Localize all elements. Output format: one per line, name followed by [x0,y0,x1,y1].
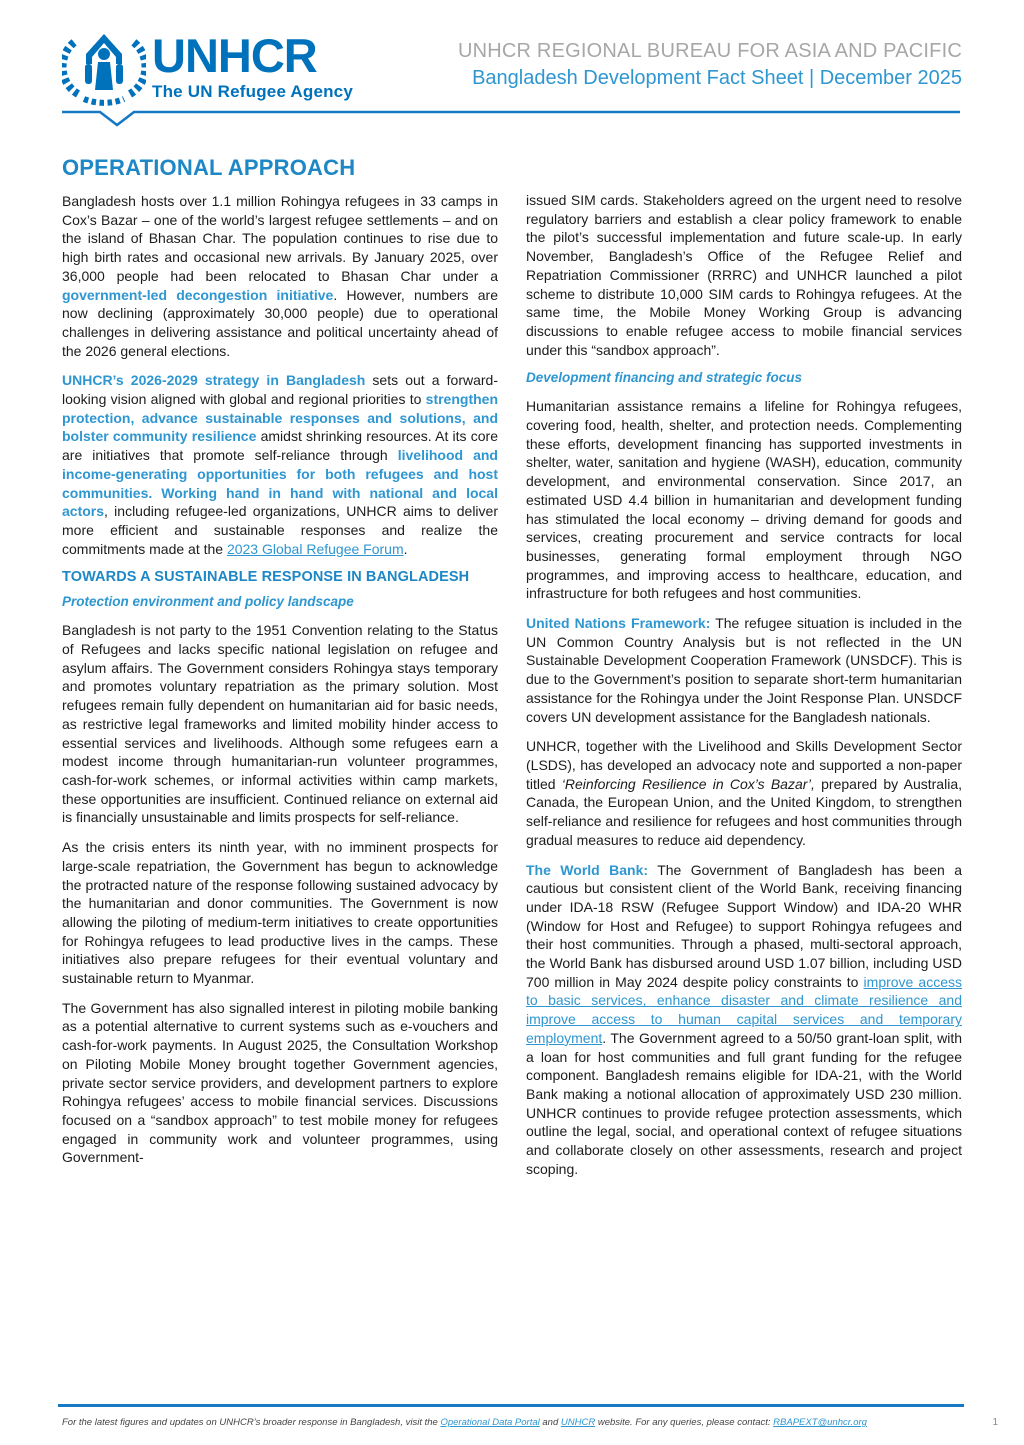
text-run: For the latest figures and updates on UNHCR’s broader response in Bangladesh, visit the [62,1417,441,1428]
section-heading-sustainable-response: TOWARDS A SUSTAINABLE RESPONSE IN BANGLADESH [62,569,470,586]
fact-sheet-title: Bangladesh Development Fact Sheet | December 2025 [472,67,962,89]
footer-note [62,1417,932,1428]
operational-data-portal-link[interactable]: Operational Data Portal [440,1417,540,1428]
contact-email-link[interactable]: RBAPEXT@unhcr.org [773,1417,867,1428]
header-titles [458,28,962,92]
unhcr-website-link[interactable]: UNHCR [560,1417,596,1428]
text-run: website. For any queries, please contact: [595,1417,774,1428]
right-column [526,155,962,1189]
paragraph-lsds [526,737,962,849]
paragraph-protection: Bangladesh is not party to the 1951 Convention relating to the Status of Refugees and lacks specific national legislation on refugee and asylum affairs. The Government considers Rohingya stays temporary and promotes voluntary repatriation as the primary solution. Most refugees remain fully dependent on humanitarian aid for basic needs, as restrictive legal frameworks and limited mobility hinder access to essential services and livelihoods. Although some refugees earn a modest income through humanitarian-run volunteer programmes, cash-for-work schemes, or informal activities within camp markets, these opportunities are insufficient. Continued reliance on external aid is financially unsustainable and limits prospects for self-reliance. [62,622,498,826]
text-run: , including refugee-led organizations, UNHCR aims to deliver more efficient and sustainable responses and realize the commitments made at the [62,503,498,557]
text-run: The refugee situation is included in the UN Common Country Analysis but is not reflected in the UN Sustainable Development Cooperation Framework (UNSDCF). This is due to the Government’s position to separate short-term humanitarian assistance for the Rohingya under the Joint Response Plan. UNSDCF covers UN development assistance for the Bangladesh nationals. [526,615,962,725]
world-bank-services-link[interactable]: improve access to basic services, enhance disaster and climate resilience and improve access to human capital services and temporary employment [526,973,962,1046]
paragraph-sim-cards: issued SIM cards. Stakeholders agreed on the urgent need to resolve regulatory barriers and establish a clear policy framework to enable the pilot’s successful implementation and future scale-up. In early November, Bangladesh’s Office of the Refugee Relief and Repatriation Commissioner (RRRC) and UNHCR launched a pilot scheme to distribute 10,000 SIM cards to Rohingya refugees. At the same time, the Mobile Money Working Group is advancing discussions to enable refugee access to mobile financial services under this “sandbox approach”. [526,192,962,358]
logo-text [152,29,353,102]
subheading-development-financing: Development financing and strategic focus [526,370,803,386]
text-run: . [403,540,408,557]
text-run: The Government of Bangladesh has been a cautious but consistent client of the World Bank, receiving financing under IDA-18 RSW (Refugee Support Window) and IDA-20 WHR (Window for Host and Refugee) to support Rohingya refugees and their host communities. Through a phased, multi-sectoral approach, the World Bank has disbursed around USD 1.07 billion, including USD 700 million in May 2024 despite policy constraints to [526,861,963,990]
subheading-protection-environment: Protection environment and policy landscape [62,594,354,610]
text-run: and [539,1417,561,1428]
paragraph-humanitarian-assistance: Humanitarian assistance remains a lifeline for Rohingya refugees, covering food, health, shelter, and protection needs. Complementing these efforts, development financing has supported investments in shelter, water, sanitation and hygiene (WASH), education, community development, and environmental conservation. Since 2017, an estimated USD 4.4 billion in humanitarian and development funding has stimulated the local economy – driving demand for goods and services, creating procurement and service contracts for local businesses, generating formal employment through NGO programmes, and improving access to healthcare, education, and infrastructure for both refugees and host communities. [526,398,962,602]
paragraph-un-framework [526,614,962,726]
left-column [62,155,498,1189]
page-header [62,28,962,108]
text-run: . However, numbers are now declining (approximately 30,000 people) due to operational challenges in delivering assistance and political uncertainty ahead of the 2026 general elections. [62,286,499,359]
italic-paper-title: ‘Reinforcing Resilience in Cox’s Bazar’, [561,775,815,792]
page-number: 1 [992,1417,998,1428]
emphasis-text: UNHCR’s 2026-2029 strategy in Bangladesh [62,372,366,389]
text-run: UNHCR, together with the Livelihood and Skills Development Sector (LSDS), has developed an advocacy note and supported a non-paper titled [526,738,962,792]
paragraph-strategy [62,371,498,558]
paragraph-crisis-ninth-year: As the crisis enters its ninth year, with no imminent prospects for large-scale repatriation, the Government has begun to acknowledge the protracted nature of the response following sustained advocacy by the humanitarian and donor communities. The Government is now allowing the piloting of medium-term initiatives to create opportunities for Rohingya refugees to lead productive lives in the camps. These initiatives also prepare refugees for their eventual voluntary and sustainable return to Myanmar. [62,839,498,987]
text-run: amidst shrinking resources. At its core are initiatives that promote self-reliance through [62,428,498,464]
page-title: OPERATIONAL APPROACH [62,155,356,180]
bureau-title: UNHCR REGIONAL BUREAU FOR ASIA AND PACIFIC [457,40,962,62]
text-run: Bangladesh hosts over 1.1 million Rohingya refugees in 33 camps in Cox’s Bazar – one of the world’s largest refugee settlements – and on the island of Bhasan Char. The population continues to rise due to high birth rates and occasional new arrivals. By January 2025, over 36,000 people had been relocated to Bhasan Char under a [62,193,498,284]
emphasis-text: United Nations Framework: [526,615,711,632]
text-run: prepared by Australia, Canada, the European Union, and the United Kingdom, to strengthen self-reliance and resilience for refugees and host communities through gradual measures to reduce aid dependency. [526,775,962,848]
emphasis-text: government-led decongestion initiative [62,286,334,303]
paragraph-intro [62,192,498,360]
logo-tagline: The UN Refugee Agency [152,81,353,101]
paragraph-world-bank [526,861,962,1179]
global-refugee-forum-link[interactable]: 2023 Global Refugee Forum [226,540,404,557]
emphasis-text: strengthen protection, advance sustainable responses and solutions, and bolster community resilience [62,391,498,445]
header-divider [62,110,962,128]
document-body [62,155,962,1189]
paragraph-mobile-banking: The Government has also signalled interest in piloting mobile banking as a potential alternative to current systems such as e-vouchers and cash-for-work payments. In August 2025, the Consultation Workshop on Piloting Mobile Money brought together Government agencies, private sector service providers, and development partners to explore Rohingya refugees’ access to mobile financial services. Discussions focused on a “sandbox approach” to test mobile money for refugees engaged in community work and volunteer programmes, using Government- [62,999,498,1166]
logo-wordmark: UNHCR [152,29,317,82]
emphasis-text: The World Bank: [526,861,649,878]
unhcr-logo [62,28,353,108]
text-run: . The Government agreed to a 50/50 grant-loan split, with a loan for host communities and full grant funding for the refugee component. Bangladesh remains eligible for IDA-21, with the World Bank making a notional allocation of approximately USD 230 million. UNHCR continues to provide refugee protection assessments, which outline the legal, social, and operational context of refugee situations and collaborate closely on other assessments, research and project scoping. [526,1029,962,1177]
emphasis-text: livelihood and income-generating opportunities for both refugees and host communities. Working hand in hand with national and local actors [62,447,498,520]
text-run: sets out a forward-looking vision aligned with global and regional priorities to [62,372,498,408]
footer-divider [58,1404,964,1407]
unhcr-emblem-icon [62,28,146,108]
